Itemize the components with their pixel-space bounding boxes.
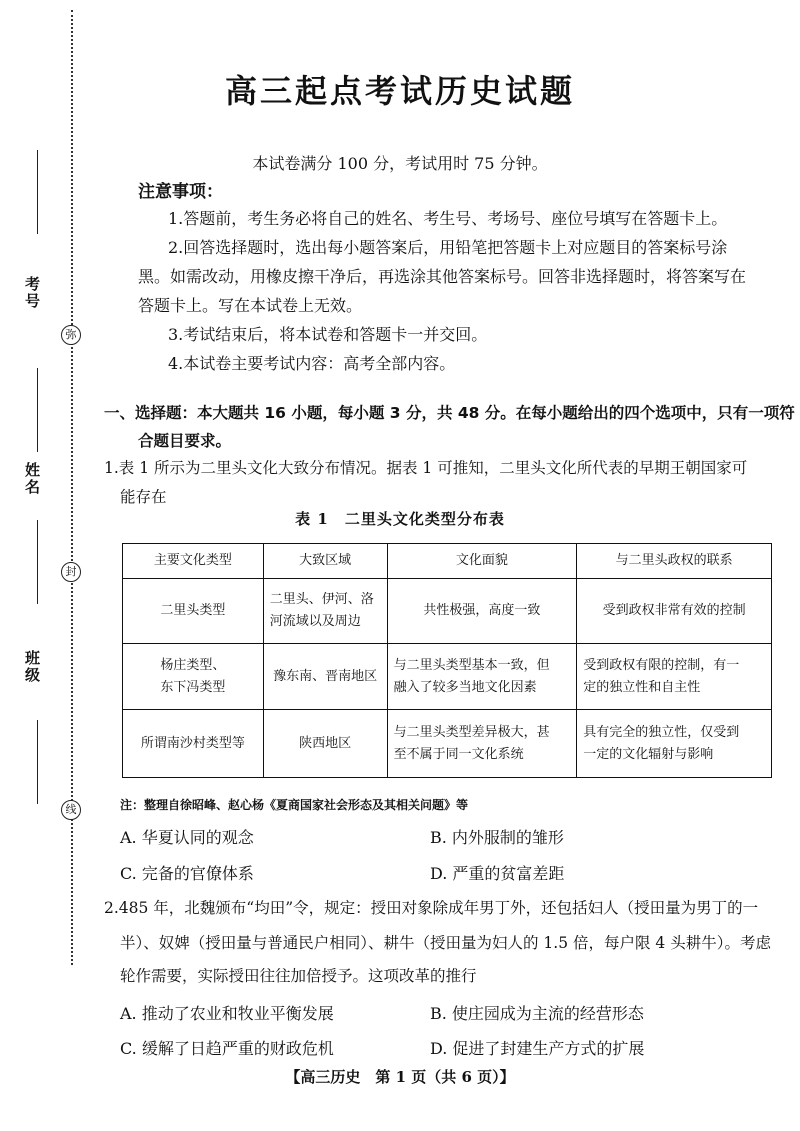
table-header: 主要文化类型 xyxy=(123,544,264,579)
culture-distribution-table xyxy=(122,543,772,778)
q2-option-c: C. 缓解了日趋严重的财政危机 xyxy=(120,1039,334,1058)
q1-stem: 1.表 1 所示为二里头文化大致分布情况。据表 1 可推知，二里头文化所代表的早期王朝国家可 xyxy=(104,459,748,477)
seal-xian: 线 xyxy=(61,800,81,820)
table-cell: 受到政权有限的控制，有一 定的独立性和自主性 xyxy=(577,644,772,710)
table-row xyxy=(123,710,772,778)
q1-option-a: A. 华夏认同的观念 xyxy=(120,828,254,847)
class-line xyxy=(37,520,38,604)
name-label: 姓名 xyxy=(23,462,41,496)
table-cell: 二里头、伊河、洛 河流域以及周边 xyxy=(263,579,387,644)
notice-item-4: 4.本试卷主要考试内容：高考全部内容。 xyxy=(168,354,456,373)
q2-option-d: D. 促进了封建生产方式的扩展 xyxy=(430,1039,645,1058)
exam-intro: 本试卷满分 100 分，考试用时 75 分钟。 xyxy=(252,154,548,173)
q1-option-b: B. 内外服制的雏形 xyxy=(430,828,564,847)
table-note: 注：整理自徐昭峰、赵心杨《夏商国家社会形态及其相关问题》等 xyxy=(120,798,469,812)
q2-stem-end: 轮作需要，实际授田往往加倍授予。这项改革的推行 xyxy=(120,967,477,985)
seat-line xyxy=(37,720,38,804)
class-label: 班级 xyxy=(23,650,41,684)
table-cell: 具有完全的独立性，仅受到 一定的文化辐射与影响 xyxy=(577,710,772,778)
notice-item-2: 2.回答选择题时，选出每小题答案后，用铅笔把答题卡上对应题目的答案标号涂 xyxy=(168,238,728,257)
table-header: 与二里头政权的联系 xyxy=(577,544,772,579)
table-row xyxy=(123,644,772,710)
table-cell: 受到政权非常有效的控制 xyxy=(577,579,772,644)
table-cell: 杨庄类型、 东下冯类型 xyxy=(123,644,264,710)
table-cell: 陕西地区 xyxy=(263,710,387,778)
notice-item-2-cont: 黑。如需改动，用橡皮擦干净后，再选涂其他答案标号。回答非选择题时，将答案写在 xyxy=(138,267,747,286)
exam-number-label: 考号 xyxy=(23,276,41,310)
section-header-cont: 合题目要求。 xyxy=(138,432,232,450)
page-footer: 【高三历史 第 1 页（共 6 页）】 xyxy=(285,1068,515,1086)
table-caption: 表 1 二里头文化类型分布表 xyxy=(295,510,505,528)
page-title: 高三起点考试历史试题 xyxy=(224,72,575,110)
q1-option-c: C. 完备的官僚体系 xyxy=(120,864,254,883)
q2-stem-cont: 半）、奴婢（授田量与普通民户相同）、耕牛（授田量为妇人的 1.5 倍，每户限 4 头耕牛）。考虑 xyxy=(120,934,771,952)
notice-item-1: 1.答题前，考生务必将自己的姓名、考生号、考场号、座位号填写在答题卡上。 xyxy=(168,209,728,228)
notice-item-2-end: 答题卡上。写在本试卷上无效。 xyxy=(138,296,363,315)
name-line xyxy=(37,368,38,452)
table-header: 大致区域 xyxy=(263,544,387,579)
table-header: 文化面貌 xyxy=(387,544,577,579)
q1-option-d: D. 严重的贫富差距 xyxy=(430,864,565,883)
table-cell: 所谓南沙村类型等 xyxy=(123,710,264,778)
seal-feng: 封 xyxy=(61,562,81,582)
q2-stem: 2.485 年，北魏颁布“均田”令，规定：授田对象除成年男丁外，还包括妇人（授田量为男丁的一 xyxy=(104,899,759,917)
q2-option-b: B. 使庄园成为主流的经营形态 xyxy=(430,1004,644,1023)
table-cell: 二里头类型 xyxy=(123,579,264,644)
table-cell: 豫东南、晋南地区 xyxy=(263,644,387,710)
table-cell: 共性极强，高度一致 xyxy=(387,579,577,644)
table-row xyxy=(123,579,772,644)
table-header-row xyxy=(123,544,772,579)
q1-stem-cont: 能存在 xyxy=(120,488,167,506)
table-cell: 与二里头类型基本一致，但 融入了较多当地文化因素 xyxy=(387,644,577,710)
section-header: 一、选择题：本大题共 16 小题，每小题 3 分，共 48 分。在每小题给出的四个选项中，只有一项符 xyxy=(104,404,795,422)
q2-option-a: A. 推动了农业和牧业平衡发展 xyxy=(120,1004,334,1023)
table-cell: 与二里头类型差异极大，甚 至不属于同一文化系统 xyxy=(387,710,577,778)
notice-item-3: 3.考试结束后，将本试卷和答题卡一并交回。 xyxy=(168,325,488,344)
seal-mi: 弥 xyxy=(61,325,81,345)
notice-heading: 注意事项： xyxy=(138,182,223,202)
